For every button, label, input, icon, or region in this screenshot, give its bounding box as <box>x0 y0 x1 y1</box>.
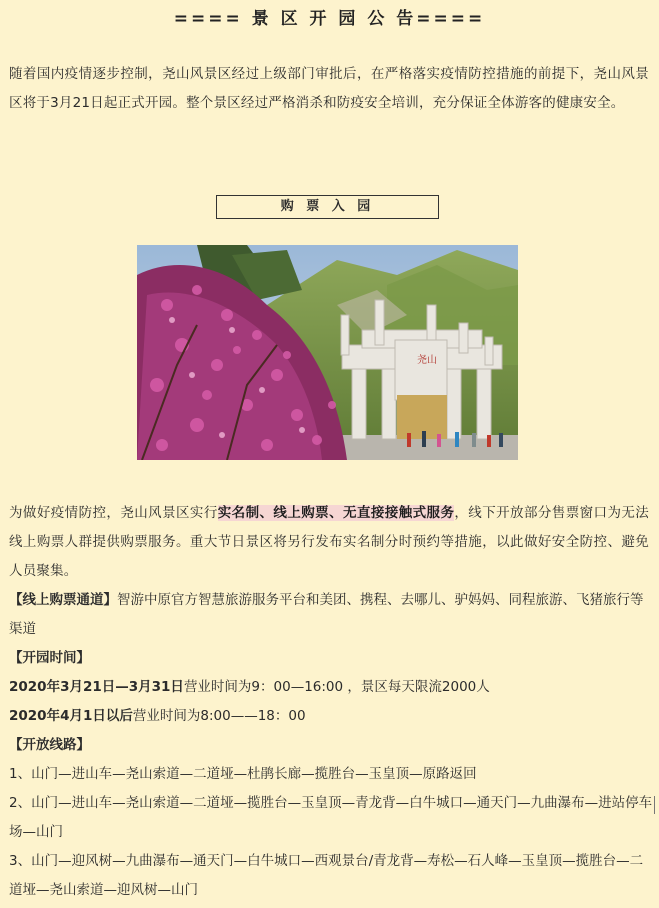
policy-highlight: 实名制、线上购票、无直接接触式服务 <box>217 505 455 521</box>
hours-line-2 <box>9 702 654 731</box>
opening-hours-heading: 【开园时间】 <box>9 650 90 666</box>
hours-line-1 <box>9 673 654 702</box>
online-ticket-label: 【线上购票通道】 <box>9 592 117 608</box>
online-ticket-text: 智游中原官方智慧旅游服务平台和美团、携程、去哪儿、驴妈妈、同程旅游、飞猪旅行等渠道 <box>9 592 644 637</box>
hours-line-1-text: 营业时间为9：00—16:00 ，景区每天限流2000人 <box>183 679 490 695</box>
route-item-2: 2、山门—进山车—尧山索道—二道垭—揽胜台—玉皇顶—青龙背—白牛城口—通天门—九曲瀑布—进站停车场—山门 <box>9 795 653 840</box>
gate-sign-text: 尧山 <box>417 355 437 366</box>
hours-line-1-date: 2020年3月21日—3月31日 <box>9 679 184 695</box>
scroll-edge-marker <box>654 796 655 814</box>
intro-paragraph: 随着国内疫情逐步控制，尧山风景区经过上级部门审批后，在严格落实疫情防控措施的前提下，尧山风景区将于3月21日起正式开园。整个景区经过严格消杀和防疫安全培训，充分保证全体游客的健康安全。 <box>9 66 649 111</box>
policy-suffix: ，线下开放部分售票窗口为无法线上购票人群提供购票服务。重大节日景区将另行发布实名制分时预约等措施，以此做好安全防控、避免人员聚集。 <box>9 505 650 579</box>
hours-line-2-date: 2020年4月1日以后 <box>9 708 133 724</box>
buy-ticket-button[interactable]: 购 票 入 园 <box>216 195 439 219</box>
route-item-1: 1、山门—进山车—尧山索道—二道垭—杜鹃长廊—揽胜台—玉皇顶—原路返回 <box>9 766 477 782</box>
online-ticket-section <box>9 586 654 644</box>
policy-prefix: 为做好疫情防控，尧山风景区实行 <box>9 505 218 521</box>
open-routes-heading: 【开放线路】 <box>9 737 90 753</box>
policy-paragraph <box>9 499 649 586</box>
page-title: ==== 景 区 开 园 公 告==== <box>173 9 486 29</box>
route-item-3: 3、山门—迎风树—九曲瀑布—通天门—白牛城口—西观景台/青龙背—寿松—石人峰—玉皇顶—揽胜台—二道垭—尧山索道—迎风树—山门 <box>9 853 644 898</box>
scenic-gate-photo <box>137 245 518 460</box>
hours-line-2-text: 营业时间为8:00——18：00 <box>132 708 306 724</box>
